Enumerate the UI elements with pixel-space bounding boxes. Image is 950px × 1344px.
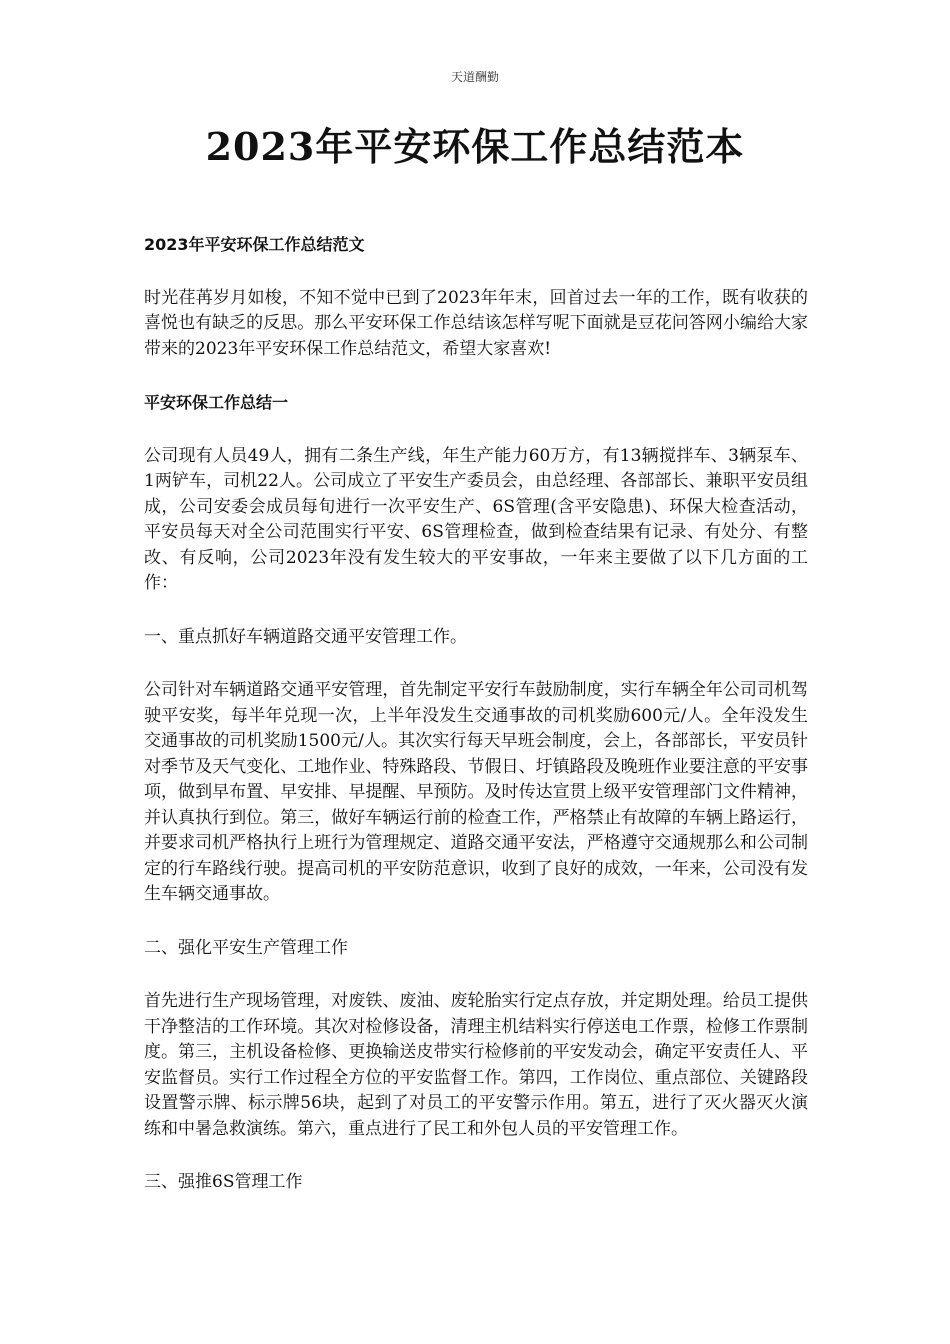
- intro-paragraph: 时光荏苒岁月如梭，不知不觉中已到了2023年年末，回首过去一年的工作，既有收获的喜悦也有缺乏的反思。那么平安环保工作总结该怎样写呢下面就是豆花问答网小编给大家带来的2023年平安环保工作总结范文，希望大家喜欢!: [144, 287, 808, 359]
- section-heading: 平安环保工作总结一: [144, 393, 289, 412]
- item-heading: 一、重点抓好车辆道路交通平安管理工作。: [144, 626, 467, 647]
- item-heading: 二、强化平安生产管理工作: [144, 937, 348, 958]
- item-heading: 三、强推6S管理工作: [144, 1172, 303, 1192]
- document-subtitle: 2023年平安环保工作总结范文: [144, 235, 365, 254]
- document-body: [144, 232, 808, 1224]
- document-title: 2023年平安环保工作总结范本: [205, 124, 745, 169]
- running-header: 天道酬勤: [450, 70, 499, 84]
- item-paragraph: 首先进行生产现场管理，对废铁、废油、废轮胎实行定点存放，并定期处理。给员工提供干净整洁的工作环境。其次对检修设备，清理主机结料实行停送电工作票，检修工作票制度。第三，主机设备检修、更换输送皮带实行检修前的平安发动会，确定平安责任人、平安监督员。实行工作过程全方位的平安监督工作。第四，工作岗位、重点部位、关键路段设置警示牌、标示牌56块，起到了对员工的平安警示作用。第五，进行了灭火器灭火演练和中暑急救演练。第六，重点进行了民工和外包人员的平安管理工作。: [144, 991, 808, 1139]
- item-paragraph: 公司针对车辆道路交通平安管理，首先制定平安行车鼓励制度，实行车辆全年公司司机驾驶平安奖，每半年兑现一次，上半年没发生交通事故的司机奖励600元/人。全年没发生交通事故的司机奖励1500元/人。其次实行每天早班会制度，会上，各部部长，平安员针对季节及天气变化、工地作业、特殊路段、节假日、圩镇路段及晚班作业要注意的平安事项，做到早布置、早安排、早提醒、早预防。及时传达宣贯上级平安管理部门文件精神，并认真执行到位。第三，做好车辆运行前的检查工作，严格禁止有故障的车辆上路运行，并要求司机严格执行上班行为管理规定、道路交通平安法，严格遵守交通规那么和公司制定的行车路线行驶。提高司机的平安防范意识，收到了良好的成效，一年来，公司没有发生车辆交通事故。: [144, 680, 808, 904]
- section-paragraph: 公司现有人员49人，拥有二条生产线，年生产能力60万方，有13辆搅拌车、3辆泵车、1两铲车，司机22人。公司成立了平安生产委员会，由总经理、各部部长、兼职平安员组成，公司安委会成员每旬进行一次平安生产、6S管理(含平安隐患)、环保大检查活动，平安员每天对全公司范围实行平安、6S管理检查，做到检查结果有记录、有处分、有整改、有反响，公司2023年没有发生较大的平安事故，一年来主要做了以下几方面的工作：: [144, 445, 808, 593]
